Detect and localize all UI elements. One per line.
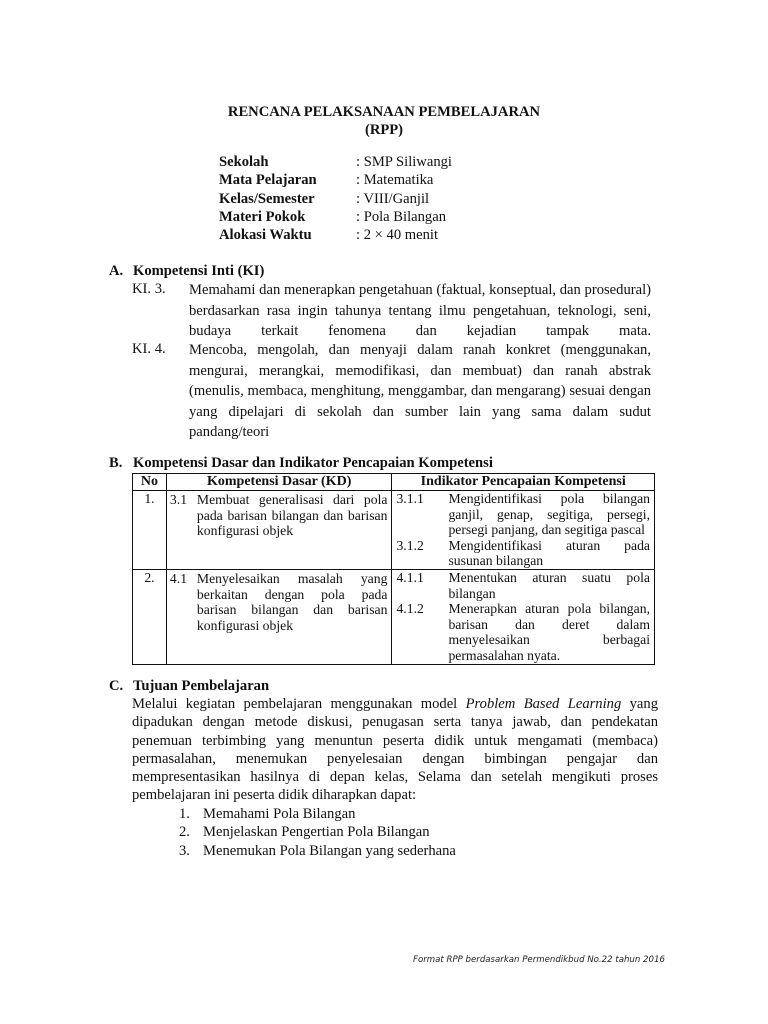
identity-value: : SMP Siliwangi xyxy=(356,154,452,170)
indicator-item xyxy=(392,538,654,569)
column-header: No xyxy=(133,474,167,491)
identity-value: : 2 × 40 menit xyxy=(356,227,439,244)
paragraph-line: pembelajaran ini peserta didik diharapkan dapat: xyxy=(132,787,417,804)
kd-text: Menyelesaikan masalah yang berkaitan dengan pola pada barisan bilangan dan barisan konfigurasi objek xyxy=(196,570,388,633)
indicator-item xyxy=(392,570,654,601)
list-item: 3. Menemukan Pola Bilangan yang sederhana xyxy=(179,842,456,859)
column-header: Kompetensi Dasar (KD) xyxy=(166,474,392,491)
kd-cell xyxy=(166,569,392,664)
indicator-cell xyxy=(392,569,655,664)
table-row xyxy=(133,569,655,664)
model-name: Problem Based Learning xyxy=(465,696,622,712)
indicator-number: 3.1.2 xyxy=(396,537,424,553)
kd-number: 4.1 xyxy=(169,570,188,586)
competency-table xyxy=(132,473,655,665)
ki-text: Memahami dan menerapkan pengetahuan (faktual, konseptual, dan prosedural) berdasarkan rasa ingin tahunya tentang ilmu pengetahuan, teknologi, seni, budaya terkait fenomena dan kejadian tampak mata. xyxy=(189,282,652,340)
document-title: RENCANA PELAKSANAAN PEMBELAJARAN xyxy=(227,104,541,120)
identity-value: : Matematika xyxy=(356,172,434,189)
row-number: 2. xyxy=(133,569,167,664)
paragraph-line: penemuan terbimbing yang menuntun peserta didik untuk mengamati (membaca) xyxy=(132,732,658,749)
row-number: 1. xyxy=(133,491,167,570)
paragraph-line: permasalahan, menemukan penyelesaian dengan bimbingan pengajar dan xyxy=(132,750,658,767)
ki-number: KI. 4. xyxy=(132,341,166,357)
paragraph-line: mempresentasikan hasilnya di depan kelas, Selama dan setelah mengikuti proses xyxy=(132,769,658,786)
kd-cell xyxy=(166,491,392,570)
paragraph-line: Melalui kegiatan pembelajaran menggunakan model Problem Based Learning yang xyxy=(132,696,658,712)
indicator-number: 3.1.1 xyxy=(396,491,424,506)
section-a-heading: A. Kompetensi Inti (KI) xyxy=(109,263,265,279)
ki-text: Mencoba, mengolah, dan menyaji dalam ranah konkret (menggunakan, mengurai, merangkai, memodifikasi, dan membuat) dan ranah abstrak (menulis, membaca, menghitung, menggambar, dan mengarang) sesuai dengan yang dipelajari di sekolah dan sumber lain yang sama dalam sudut pandang/teori xyxy=(189,342,651,441)
kd-text: Membuat generalisasi dari pola pada barisan bilangan dan barisan konfigurasi objek xyxy=(196,492,388,539)
section-c-heading: C. Tujuan Pembelajaran xyxy=(109,678,270,694)
identity-label: Materi Pokok xyxy=(219,208,306,225)
indicator-text: Mengidentifikasi aturan pada susunan bilangan xyxy=(448,537,650,569)
objective-paragraph xyxy=(132,695,658,805)
table-row xyxy=(133,491,655,570)
indicator-cell xyxy=(392,491,655,570)
document-subtitle: (RPP) xyxy=(364,122,404,138)
identity-value: : VIII/Ganjil xyxy=(356,190,430,207)
indicator-item xyxy=(392,491,654,538)
indicator-text: Menentukan aturan suatu pola bilangan xyxy=(448,569,650,601)
identity-row xyxy=(219,171,452,189)
indicator-text: Menerapkan aturan pola bilangan, barisan dan deret dalam menyelesaikan berbagai permasalahan nyata. xyxy=(448,601,650,663)
ki-item xyxy=(132,340,651,464)
list-item: 2. Menjelaskan Pengertian Pola Bilangan xyxy=(179,824,430,841)
identity-row xyxy=(219,226,452,244)
paragraph-line: dipadukan dengan metode diskusi, penugasan serta tanya jawab, dan pendekatan xyxy=(132,714,658,731)
identity-label: Sekolah xyxy=(219,154,269,170)
indicator-number: 4.1.2 xyxy=(396,601,424,617)
ki-number: KI. 3. xyxy=(132,281,166,297)
table-header-row xyxy=(133,474,655,491)
list-item: 1. Memahami Pola Bilangan xyxy=(179,806,356,822)
identity-row xyxy=(219,190,452,208)
indicator-item xyxy=(392,601,654,663)
kd-number: 3.1 xyxy=(169,492,188,507)
identity-value: : Pola Bilangan xyxy=(356,208,446,225)
identity-label: Alokasi Waktu xyxy=(219,227,312,244)
goal-list xyxy=(179,805,456,860)
column-header: Indikator Pencapaian Kompetensi xyxy=(392,474,655,491)
indicator-text: Mengidentifikasi pola bilangan ganjil, genap, segitiga, persegi, persegi panjang, dan segitiga pascal xyxy=(448,491,650,538)
section-b-heading: B. Kompetensi Dasar dan Indikator Pencapaian Kompetensi xyxy=(109,455,493,471)
identity-label: Mata Pelajaran xyxy=(219,172,317,189)
indicator-number: 4.1.1 xyxy=(396,569,424,585)
identity-row xyxy=(219,208,452,226)
identity-row xyxy=(219,153,452,171)
footer-note: Format RPP berdasarkan Permendikbud No.22 tahun 2016 xyxy=(413,955,665,965)
identity-block xyxy=(219,153,452,244)
identity-label: Kelas/Semester xyxy=(219,190,315,207)
